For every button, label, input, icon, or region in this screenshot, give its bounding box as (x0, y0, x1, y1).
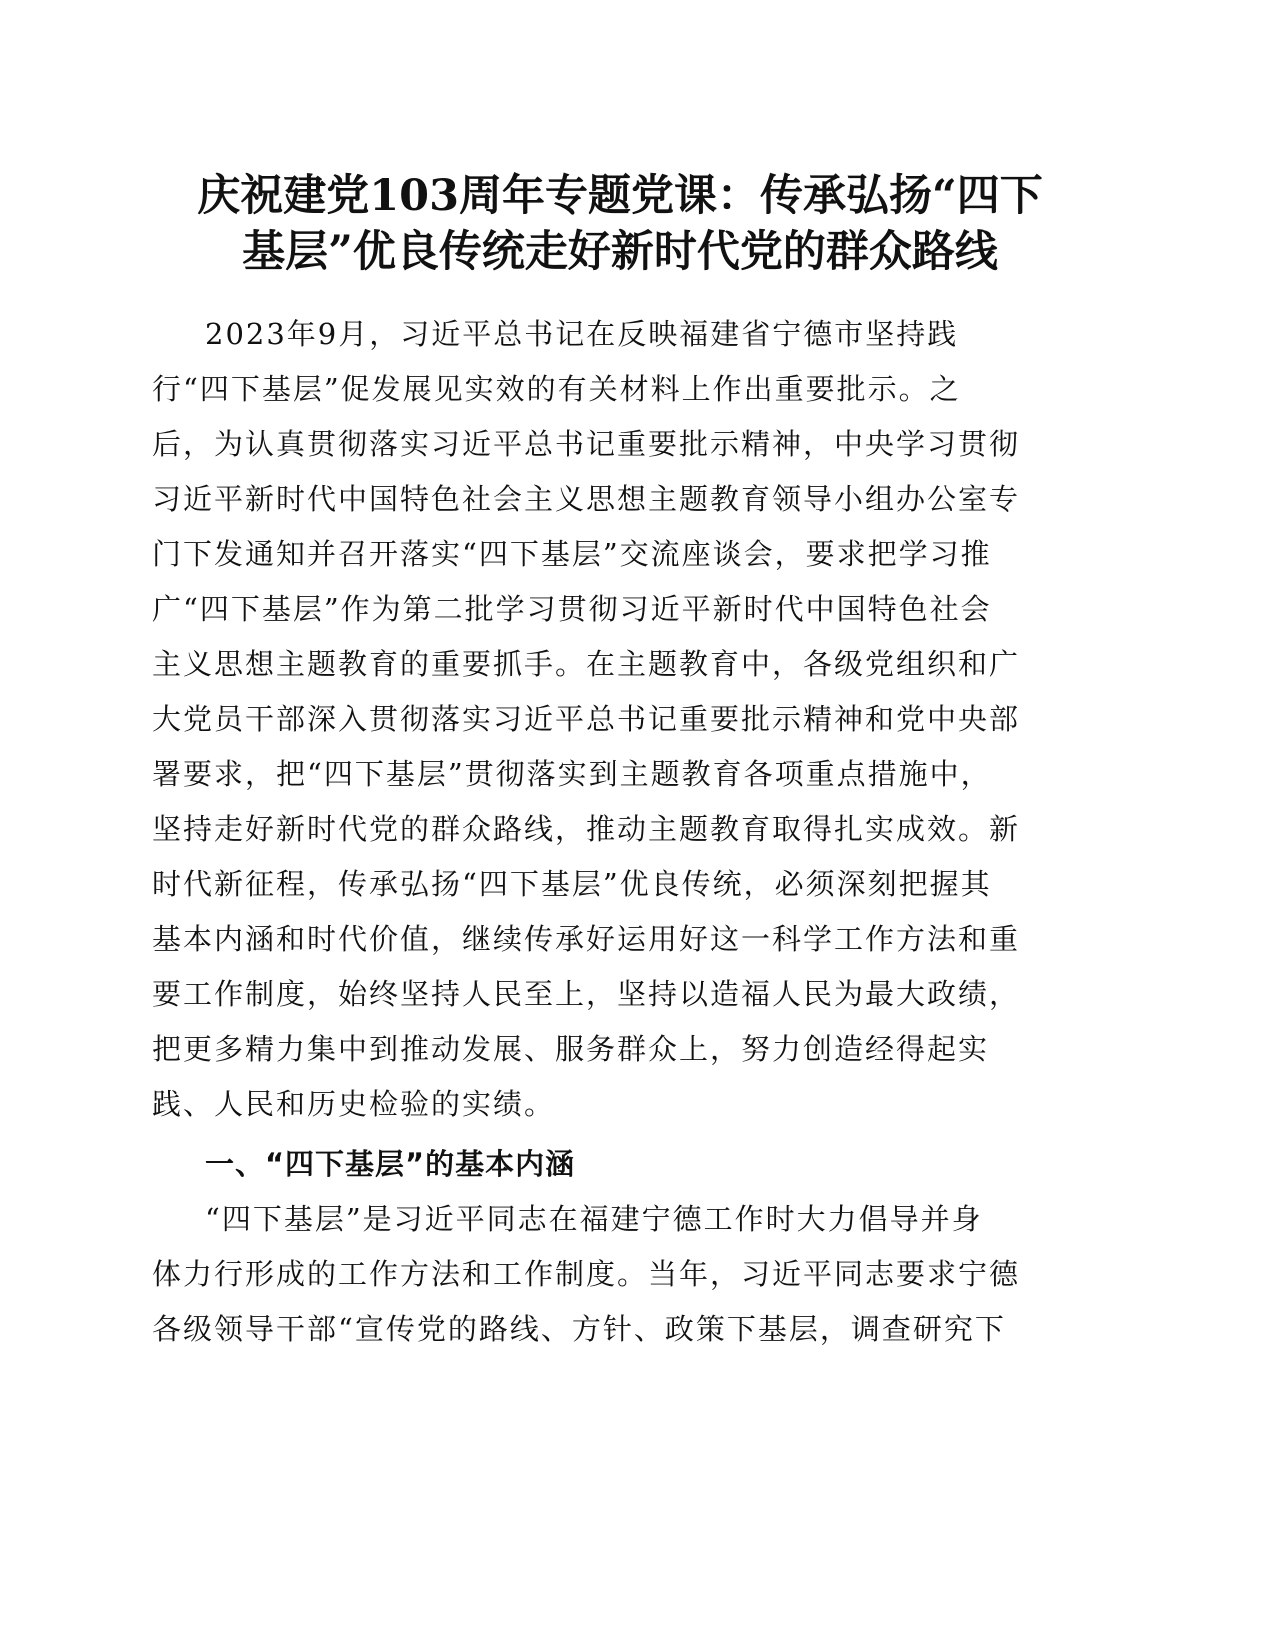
body-line: 行“四下基层”促发展见实效的有关材料上作出重要批示。之 (152, 372, 961, 406)
body-line: 习近平新时代中国特色社会主义思想主题教育领导小组办公室专 (152, 482, 1021, 516)
title-line-2: 基层”优良传统走好新时代党的群众路线 (242, 227, 998, 277)
body-line: 体力行形成的工作方法和工作制度。当年，习近平同志要求宁德 (152, 1257, 1021, 1291)
body-line: 各级领导干部“宣传党的路线、方针、政策下基层，调查研究下 (152, 1312, 1006, 1346)
section-heading: 一、“四下基层”的基本内涵 (205, 1147, 576, 1181)
document-title (150, 168, 1090, 280)
body-line: 后，为认真贯彻落实习近平总书记重要批示精神，中央学习贯彻 (152, 427, 1021, 461)
body-line: 时代新征程，传承弘扬“四下基层”优良传统，必须深刻把握其 (152, 867, 992, 901)
body-line: 门下发通知并召开落实“四下基层”交流座谈会，要求把学习推 (152, 537, 992, 571)
body-line: 广“四下基层”作为第二批学习贯彻习近平新时代中国特色社会 (152, 592, 992, 626)
body-line: “四下基层”是习近平同志在福建宁德工作时大力倡导并身 (205, 1202, 983, 1236)
body-line: 坚持走好新时代党的群众路线，推动主题教育取得扎实成效。新 (152, 812, 1021, 846)
body-line: 大党员干部深入贯彻落实习近平总书记重要批示精神和党中央部 (152, 702, 1021, 736)
body-line: 要工作制度，始终坚持人民至上，坚持以造福人民为最大政绩， (152, 977, 1021, 1011)
title-line-1: 庆祝建党103周年专题党课：传承弘扬“四下 (197, 171, 1043, 221)
body-line: 践、人民和历史检验的实绩。 (152, 1087, 556, 1121)
body-line: 2023年9月，习近平总书记在反映福建省宁德市坚持践 (205, 317, 959, 351)
body-line: 把更多精力集中到推动发展、服务群众上，努力创造经得起实 (152, 1032, 990, 1066)
body-line: 署要求，把“四下基层”贯彻落实到主题教育各项重点措施中， (152, 757, 992, 791)
body-line: 基本内涵和时代价值，继续传承好运用好这一科学工作方法和重 (152, 922, 1021, 956)
body-line: 主义思想主题教育的重要抓手。在主题教育中，各级党组织和广 (152, 647, 1021, 681)
